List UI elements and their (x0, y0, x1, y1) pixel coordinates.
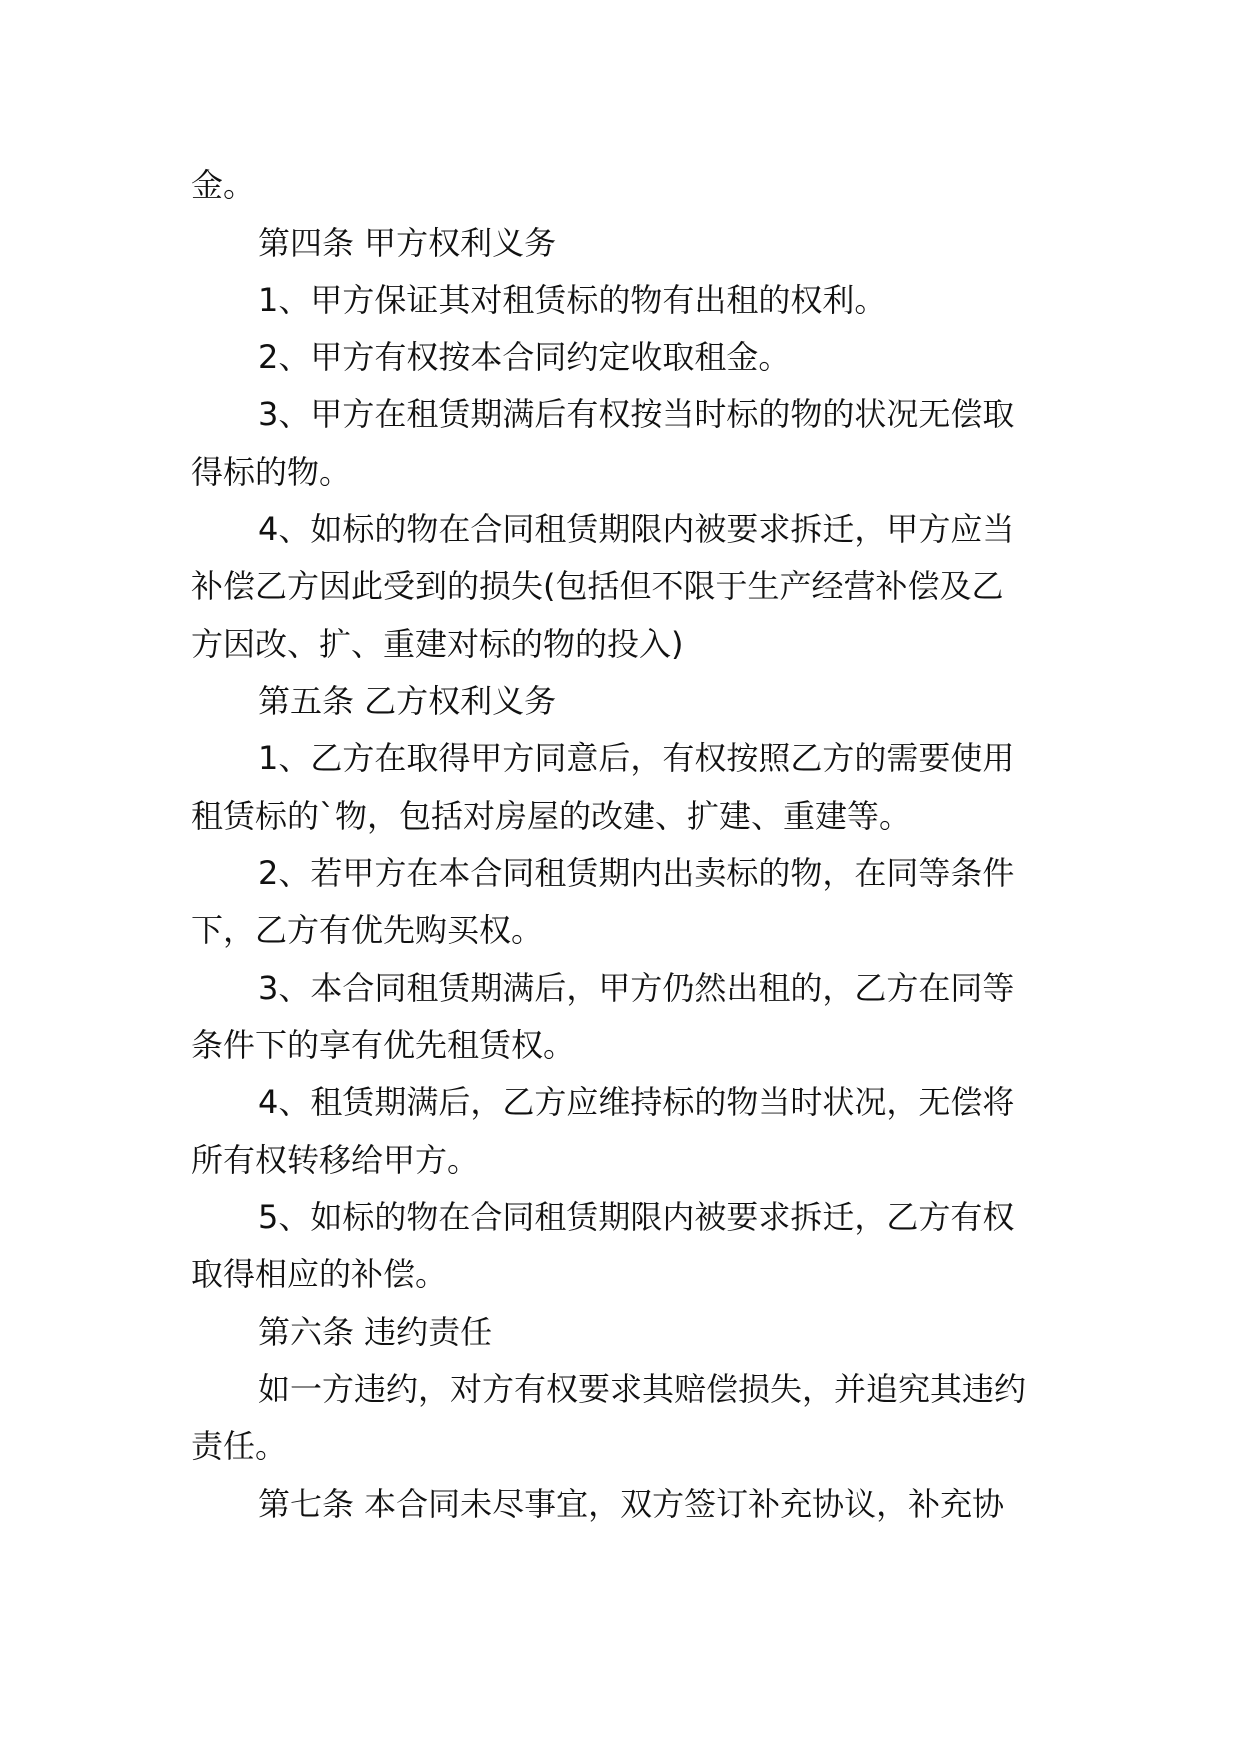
text-line (0, 507, 1241, 551)
article-4-heading (0, 221, 1241, 265)
text-line (0, 450, 1241, 494)
line-text: 第六条 违约责任 (258, 1313, 493, 1351)
text-line (0, 1023, 1241, 1067)
text-line (0, 1195, 1241, 1239)
line-text: 1、乙方在取得甲方同意后，有权按照乙方的需要使用 (258, 739, 1015, 777)
line-text: 所有权转移给甲方。 (191, 1141, 480, 1179)
line-text: 金。 (191, 166, 256, 204)
text-line (0, 1252, 1241, 1296)
article-7-text (0, 1482, 1241, 1526)
line-text: 方因改、扩、重建对标的物的投入) (191, 625, 684, 663)
text-line (0, 163, 1241, 207)
text-line (0, 908, 1241, 952)
line-text: 补偿乙方因此受到的损失(包括但不限于生产经营补偿及乙 (191, 567, 1004, 605)
line-text: 条件下的享有优先租赁权。 (191, 1026, 576, 1064)
text-line (0, 392, 1241, 436)
line-text: 第四条 甲方权利义务 (258, 224, 557, 262)
line-text: 1、甲方保证其对租赁标的物有出租的权利。 (258, 281, 887, 319)
line-text: 3、本合同租赁期满后，甲方仍然出租的，乙方在同等 (258, 969, 1015, 1007)
line-text: 第五条 乙方权利义务 (258, 682, 557, 720)
text-line (0, 794, 1241, 838)
line-text: 取得相应的补偿。 (191, 1255, 448, 1293)
line-text: 2、若甲方在本合同租赁期内出卖标的物，在同等条件 (258, 854, 1015, 892)
line-text: 第七条 本合同未尽事宜，双方签订补充协议，补充协 (258, 1485, 1005, 1523)
line-text: 4、租赁期满后，乙方应维持标的物当时状况，无偿将 (258, 1083, 1015, 1121)
text-line (0, 1424, 1241, 1468)
text-line (0, 1367, 1241, 1411)
text-line (0, 564, 1241, 608)
line-text: 得标的物。 (191, 453, 352, 491)
line-text: 4、如标的物在合同租赁期限内被要求拆迁，甲方应当 (258, 510, 1015, 548)
text-line (0, 1138, 1241, 1182)
text-line (0, 278, 1241, 322)
text-line (0, 622, 1241, 666)
text-line (0, 966, 1241, 1010)
line-text: 责任。 (191, 1427, 288, 1465)
article-6-heading (0, 1310, 1241, 1354)
line-text: 5、如标的物在合同租赁期限内被要求拆迁，乙方有权 (258, 1198, 1015, 1236)
line-text: 租赁标的`物，包括对房屋的改建、扩建、重建等。 (191, 797, 912, 835)
line-text: 3、甲方在租赁期满后有权按当时标的物的状况无偿取 (258, 395, 1015, 433)
article-5-heading (0, 679, 1241, 723)
line-text: 如一方违约，对方有权要求其赔偿损失，并追究其违约 (258, 1370, 1027, 1408)
text-line (0, 1080, 1241, 1124)
line-text: 2、甲方有权按本合同约定收取租金。 (258, 338, 791, 376)
line-text: 下，乙方有优先购买权。 (191, 911, 544, 949)
text-line (0, 736, 1241, 780)
text-line (0, 851, 1241, 895)
text-line (0, 335, 1241, 379)
